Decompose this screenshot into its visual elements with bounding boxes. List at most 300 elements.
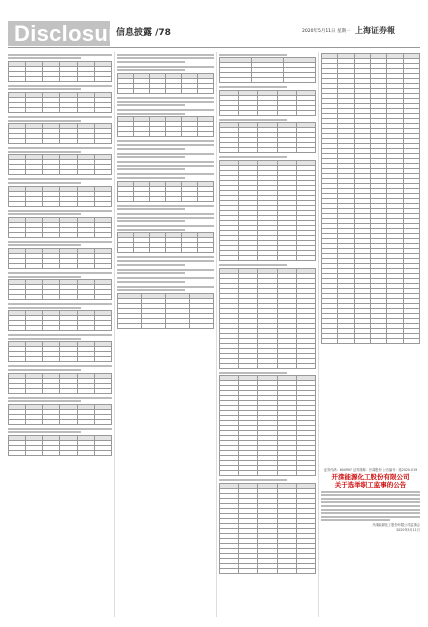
text-line bbox=[117, 217, 214, 219]
table-cell bbox=[166, 88, 182, 93]
text-line bbox=[117, 113, 185, 115]
table-row bbox=[9, 201, 112, 206]
table-cell bbox=[134, 248, 150, 253]
table-cell bbox=[94, 451, 111, 456]
table-cell bbox=[166, 324, 190, 329]
table-cell bbox=[220, 363, 239, 368]
table-cell bbox=[258, 363, 277, 368]
table-cell bbox=[198, 132, 214, 137]
column-divider bbox=[318, 52, 319, 617]
notice-date: 2020年5月11日 bbox=[396, 527, 420, 532]
table-cell bbox=[94, 388, 111, 393]
table-cell bbox=[134, 132, 150, 137]
table-cell bbox=[338, 339, 354, 344]
table-cell bbox=[26, 419, 43, 424]
table-cell bbox=[9, 76, 26, 81]
table-cell bbox=[77, 295, 94, 300]
table-cell bbox=[9, 139, 26, 144]
table-cell bbox=[77, 326, 94, 331]
text-line bbox=[117, 148, 185, 150]
notice-code-line: 证券代码：600997 证券简称：开滦股份 公告编号：临2020-019 bbox=[323, 468, 418, 472]
table-cell bbox=[60, 388, 77, 393]
table-row bbox=[118, 88, 214, 93]
text-line bbox=[321, 501, 420, 503]
disclosure-block bbox=[8, 272, 112, 300]
text-line bbox=[8, 54, 112, 56]
table-cell bbox=[9, 107, 26, 112]
table-cell bbox=[94, 232, 111, 237]
table-cell bbox=[94, 170, 111, 175]
notice-signature: 开滦能源化工股份有限公司监事会 bbox=[372, 522, 420, 527]
table-cell bbox=[277, 110, 296, 115]
table-cell bbox=[258, 110, 277, 115]
table-cell bbox=[26, 232, 43, 237]
table-cell bbox=[134, 88, 150, 93]
table-row bbox=[9, 388, 112, 393]
table-cell bbox=[118, 196, 134, 201]
table-cell bbox=[77, 263, 94, 268]
disclosure-block bbox=[8, 334, 112, 362]
header-rule bbox=[8, 47, 420, 48]
text-line bbox=[117, 173, 214, 175]
data-table bbox=[219, 268, 316, 369]
column-3 bbox=[219, 52, 316, 617]
disclosure-block bbox=[8, 54, 112, 82]
table-cell bbox=[77, 451, 94, 456]
table-cell bbox=[142, 324, 166, 329]
table-cell bbox=[277, 255, 296, 260]
text-line bbox=[219, 264, 287, 266]
table-cell bbox=[26, 263, 43, 268]
table-cell bbox=[296, 363, 315, 368]
text-line bbox=[117, 264, 185, 266]
text-line bbox=[321, 512, 420, 514]
column-divider bbox=[114, 52, 115, 617]
table-cell bbox=[43, 357, 60, 362]
text-line bbox=[8, 307, 81, 309]
disclosure-block bbox=[219, 156, 316, 261]
table-cell bbox=[190, 324, 214, 329]
table-cell bbox=[43, 451, 60, 456]
table-cell bbox=[94, 419, 111, 424]
disclosure-block bbox=[117, 153, 214, 159]
table-row bbox=[322, 339, 420, 344]
table-cell bbox=[60, 263, 77, 268]
text-line bbox=[321, 519, 390, 521]
data-table bbox=[117, 116, 214, 137]
table-cell bbox=[284, 78, 316, 83]
table-cell bbox=[9, 388, 26, 393]
table-cell bbox=[26, 201, 43, 206]
table-cell bbox=[134, 196, 150, 201]
text-line bbox=[8, 57, 81, 59]
table-cell bbox=[26, 107, 43, 112]
text-line bbox=[117, 213, 214, 215]
text-line bbox=[117, 69, 185, 71]
table-cell bbox=[60, 201, 77, 206]
table-cell bbox=[296, 148, 315, 153]
newspaper-logo: 上海证券報 bbox=[355, 25, 395, 35]
data-table bbox=[8, 217, 112, 238]
disclosure-block bbox=[117, 256, 214, 265]
table-cell bbox=[150, 248, 166, 253]
notice-title: 关于选举职工监事的公告 bbox=[334, 481, 407, 489]
table-cell bbox=[26, 295, 43, 300]
table-row bbox=[220, 568, 316, 573]
text-line bbox=[8, 213, 81, 215]
text-line bbox=[117, 161, 214, 163]
data-table bbox=[8, 92, 112, 113]
table-cell bbox=[9, 232, 26, 237]
table-cell bbox=[60, 76, 77, 81]
election-notice bbox=[321, 468, 420, 533]
table-cell bbox=[239, 110, 258, 115]
data-table bbox=[8, 373, 112, 394]
disclosure-block bbox=[117, 97, 214, 106]
text-line bbox=[117, 208, 185, 210]
text-line bbox=[117, 153, 214, 155]
text-line bbox=[8, 178, 112, 180]
text-line bbox=[321, 498, 420, 500]
table-cell bbox=[94, 263, 111, 268]
table-cell bbox=[94, 139, 111, 144]
disclosure-block bbox=[8, 178, 112, 206]
data-table bbox=[117, 293, 214, 329]
table-cell bbox=[387, 339, 403, 344]
table-cell bbox=[118, 88, 134, 93]
table-cell bbox=[277, 471, 296, 476]
table-cell bbox=[43, 201, 60, 206]
text-line bbox=[117, 109, 214, 111]
table-cell bbox=[94, 295, 111, 300]
text-line bbox=[219, 54, 287, 56]
text-line bbox=[117, 260, 214, 262]
table-cell bbox=[182, 248, 198, 253]
text-line bbox=[117, 289, 185, 291]
text-line bbox=[8, 334, 112, 336]
table-cell bbox=[60, 295, 77, 300]
text-line bbox=[8, 431, 81, 433]
disclosure-block bbox=[117, 277, 214, 283]
text-line bbox=[117, 177, 185, 179]
text-line bbox=[117, 256, 214, 258]
table-cell bbox=[220, 148, 239, 153]
table-cell bbox=[198, 88, 214, 93]
table-cell bbox=[182, 196, 198, 201]
text-line bbox=[117, 269, 214, 271]
disclosure-block bbox=[219, 372, 316, 477]
text-line bbox=[117, 281, 185, 283]
table-cell bbox=[9, 451, 26, 456]
table-cell bbox=[354, 339, 370, 344]
data-table bbox=[8, 186, 112, 207]
table-cell bbox=[118, 324, 142, 329]
table-cell bbox=[43, 76, 60, 81]
table-cell bbox=[239, 363, 258, 368]
data-table bbox=[117, 181, 214, 202]
masthead bbox=[0, 0, 428, 46]
table-cell bbox=[166, 196, 182, 201]
table-cell bbox=[252, 78, 284, 83]
table-cell bbox=[258, 471, 277, 476]
table-cell bbox=[77, 388, 94, 393]
table-cell bbox=[43, 388, 60, 393]
table-cell bbox=[26, 326, 43, 331]
table-cell bbox=[77, 232, 94, 237]
table-cell bbox=[60, 357, 77, 362]
data-table bbox=[219, 90, 316, 116]
table-cell bbox=[43, 170, 60, 175]
table-row bbox=[9, 451, 112, 456]
disclosure-block bbox=[117, 54, 214, 63]
data-table bbox=[8, 248, 112, 269]
text-line bbox=[117, 168, 185, 170]
text-line bbox=[8, 241, 112, 243]
table-cell bbox=[182, 88, 198, 93]
disclosure-block bbox=[117, 66, 214, 94]
data-table bbox=[8, 435, 112, 456]
table-cell bbox=[26, 139, 43, 144]
data-table bbox=[219, 483, 316, 574]
data-table bbox=[8, 154, 112, 175]
data-table bbox=[8, 279, 112, 300]
text-line bbox=[117, 156, 185, 158]
text-line bbox=[219, 119, 287, 121]
table-cell bbox=[220, 255, 239, 260]
table-cell bbox=[220, 110, 239, 115]
text-line bbox=[117, 101, 214, 103]
table-cell bbox=[296, 255, 315, 260]
table-cell bbox=[43, 107, 60, 112]
table-cell bbox=[239, 255, 258, 260]
table-cell bbox=[118, 248, 134, 253]
text-line bbox=[8, 85, 112, 87]
data-table bbox=[8, 61, 112, 82]
table-cell bbox=[403, 339, 419, 344]
table-cell bbox=[9, 357, 26, 362]
table-cell bbox=[198, 248, 214, 253]
disclosure-block bbox=[8, 241, 112, 269]
table-cell bbox=[258, 568, 277, 573]
section-title: 信息披露 /78 bbox=[116, 28, 171, 38]
text-line bbox=[8, 400, 81, 402]
text-line bbox=[8, 338, 81, 340]
data-table bbox=[8, 310, 112, 331]
table-cell bbox=[239, 471, 258, 476]
table-cell bbox=[94, 107, 111, 112]
table-cell bbox=[43, 139, 60, 144]
data-table bbox=[8, 341, 112, 362]
disclosure-block bbox=[117, 286, 214, 329]
text-line bbox=[117, 225, 214, 227]
table-cell bbox=[9, 263, 26, 268]
text-line bbox=[321, 505, 420, 507]
column-divider bbox=[216, 52, 217, 617]
table-cell bbox=[150, 132, 166, 137]
text-line bbox=[8, 182, 81, 184]
text-line bbox=[8, 276, 81, 278]
text-line bbox=[8, 116, 112, 118]
table-cell bbox=[26, 357, 43, 362]
disclosure-block bbox=[219, 54, 316, 84]
issue-date: 2020年5月11日 星期一 bbox=[302, 29, 351, 34]
table-cell bbox=[43, 419, 60, 424]
table-cell bbox=[94, 357, 111, 362]
table-row bbox=[9, 139, 112, 144]
text-line bbox=[219, 479, 287, 481]
text-line bbox=[8, 369, 81, 371]
table-cell bbox=[77, 170, 94, 175]
table-cell bbox=[26, 170, 43, 175]
table-cell bbox=[296, 568, 315, 573]
table-row bbox=[220, 110, 316, 115]
text-line bbox=[117, 97, 214, 99]
text-line bbox=[321, 491, 420, 493]
disclosure-block bbox=[8, 85, 112, 113]
text-line bbox=[321, 494, 420, 496]
table-cell bbox=[277, 568, 296, 573]
table-cell bbox=[258, 255, 277, 260]
table-cell bbox=[60, 451, 77, 456]
table-row bbox=[9, 419, 112, 424]
disclosure-block bbox=[117, 161, 214, 170]
table-cell bbox=[77, 139, 94, 144]
table-cell bbox=[60, 107, 77, 112]
table-row bbox=[118, 196, 214, 201]
disclosure-block bbox=[321, 53, 420, 344]
text-line bbox=[117, 54, 214, 56]
table-cell bbox=[77, 201, 94, 206]
table-cell bbox=[26, 451, 43, 456]
text-line bbox=[117, 272, 185, 274]
data-table bbox=[219, 122, 316, 153]
disclosure-block bbox=[117, 269, 214, 275]
table-cell bbox=[182, 132, 198, 137]
table-cell bbox=[94, 76, 111, 81]
table-cell bbox=[370, 339, 386, 344]
column-4 bbox=[321, 52, 420, 464]
table-cell bbox=[43, 232, 60, 237]
text-line bbox=[8, 151, 81, 153]
table-cell bbox=[220, 78, 252, 83]
table-cell bbox=[43, 263, 60, 268]
disclosure-block bbox=[8, 210, 112, 238]
text-line bbox=[219, 372, 287, 374]
table-cell bbox=[220, 471, 239, 476]
text-line bbox=[117, 104, 185, 106]
disclosure-block bbox=[219, 86, 316, 116]
table-cell bbox=[60, 419, 77, 424]
table-cell bbox=[77, 419, 94, 424]
table-row bbox=[118, 324, 214, 329]
table-cell bbox=[277, 363, 296, 368]
table-cell bbox=[9, 295, 26, 300]
table-row bbox=[9, 76, 112, 81]
text-line bbox=[219, 86, 287, 88]
disclosure-block bbox=[117, 213, 214, 222]
table-cell bbox=[77, 76, 94, 81]
table-cell bbox=[43, 295, 60, 300]
table-cell bbox=[60, 170, 77, 175]
table-cell bbox=[296, 110, 315, 115]
text-line bbox=[8, 428, 112, 430]
disclosure-block bbox=[117, 205, 214, 211]
data-table bbox=[117, 232, 214, 253]
text-line bbox=[117, 286, 214, 288]
table-row bbox=[9, 107, 112, 112]
text-line bbox=[117, 205, 214, 207]
text-line bbox=[117, 57, 214, 59]
table-cell bbox=[60, 326, 77, 331]
table-row bbox=[9, 326, 112, 331]
table-cell bbox=[77, 357, 94, 362]
text-line bbox=[321, 516, 420, 518]
text-line bbox=[8, 272, 112, 274]
text-line bbox=[219, 156, 287, 158]
data-table bbox=[8, 404, 112, 425]
disclosure-block bbox=[117, 225, 214, 253]
table-row bbox=[9, 357, 112, 362]
notice-company: 开滦能源化工股份有限公司 bbox=[331, 473, 410, 481]
disclosure-block bbox=[8, 397, 112, 425]
table-cell bbox=[166, 248, 182, 253]
text-line bbox=[117, 66, 214, 68]
table-cell bbox=[118, 132, 134, 137]
disclosure-banner: Disclosure bbox=[8, 21, 110, 46]
table-cell bbox=[198, 196, 214, 201]
disclosure-block bbox=[219, 119, 316, 154]
column-2 bbox=[117, 52, 214, 617]
text-line bbox=[8, 147, 112, 149]
disclosure-block bbox=[8, 303, 112, 331]
table-cell bbox=[150, 88, 166, 93]
table-row bbox=[118, 248, 214, 253]
text-line bbox=[8, 244, 81, 246]
table-cell bbox=[220, 568, 239, 573]
disclosure-block bbox=[117, 173, 214, 201]
text-line bbox=[8, 210, 112, 212]
disclosure-block bbox=[8, 147, 112, 175]
data-table bbox=[219, 57, 316, 83]
table-row bbox=[220, 363, 316, 368]
table-cell bbox=[150, 196, 166, 201]
table-row bbox=[220, 471, 316, 476]
text-line bbox=[321, 509, 420, 511]
text-line bbox=[117, 277, 214, 279]
disclosure-block bbox=[219, 479, 316, 574]
disclosure-block bbox=[117, 140, 214, 149]
text-line bbox=[117, 140, 214, 142]
table-cell bbox=[77, 107, 94, 112]
text-line bbox=[117, 144, 214, 146]
table-row bbox=[9, 295, 112, 300]
text-line bbox=[8, 303, 112, 305]
text-line bbox=[8, 88, 81, 90]
data-table bbox=[219, 160, 316, 261]
table-cell bbox=[166, 132, 182, 137]
table-cell bbox=[9, 419, 26, 424]
table-cell bbox=[9, 170, 26, 175]
table-row bbox=[118, 132, 214, 137]
table-cell bbox=[239, 148, 258, 153]
disclosure-block bbox=[8, 116, 112, 144]
table-cell bbox=[94, 201, 111, 206]
data-table bbox=[8, 123, 112, 144]
disclosure-block bbox=[117, 109, 214, 137]
table-row bbox=[220, 255, 316, 260]
text-line bbox=[8, 120, 81, 122]
table-cell bbox=[43, 326, 60, 331]
